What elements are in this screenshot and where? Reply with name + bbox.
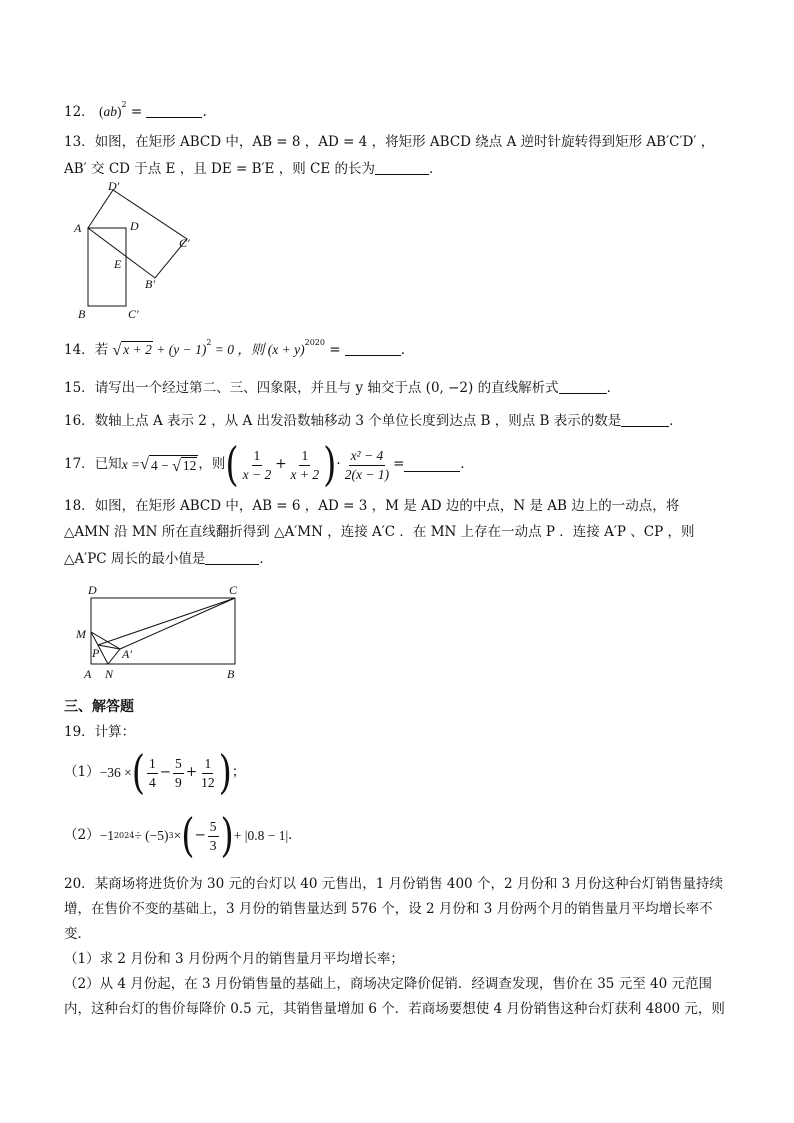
question-19-part2 (64, 809, 302, 863)
question-13-line1 (64, 136, 714, 150)
question-text: 若 (94, 342, 109, 358)
paren-open: ( (131, 746, 145, 800)
exponent: 2 (121, 100, 127, 109)
question-text: 数轴上点 A 表示 2 ，从 A 出发沿数轴移动 3 个单位长度到达点 B ，则点 B 表示的数是 (94, 413, 622, 429)
answer-blank[interactable] (205, 552, 259, 565)
segment-PC (98, 598, 235, 645)
question-text: （2）从 4 月份起，在 3 月份销售量的基础上，商场决定降价促销．经调查发现，售价在 35 元至 40 元范围 (64, 976, 712, 992)
period: ． (669, 413, 683, 429)
minus: − (159, 764, 172, 781)
question-20-part2-line1 (64, 978, 712, 992)
question-20-line1 (64, 878, 723, 892)
denominator: 2(x − 1) (344, 466, 390, 482)
paren-open: ( (98, 104, 104, 119)
question-text: ，则 (198, 456, 226, 473)
period: ． (400, 342, 415, 358)
expression: ÷ (−5) (134, 828, 169, 844)
question-19 (64, 726, 135, 740)
figure-rotated-rectangle (70, 178, 210, 326)
question-number: 13． (64, 134, 95, 150)
question-text: AB′ 交 CD 于点 E ，且 DE = B′E ，则 CE 的长为 (64, 161, 375, 177)
question-20-part2-line2 (64, 1003, 725, 1017)
fraction (343, 449, 391, 481)
label-C-prime: C′ (179, 236, 190, 250)
label-B: B (227, 667, 235, 681)
rectangle-AB1C1D1 (88, 190, 187, 278)
question-text: （1）求 2 月份和 3 月份两个月的销售量月平均增长率； (64, 951, 404, 967)
question-number: 19． (64, 724, 95, 740)
question-number: 12． (64, 104, 95, 120)
exponent: 2024 (113, 831, 135, 840)
expression: −36 × (99, 765, 132, 781)
fraction (208, 820, 219, 852)
numerator: 5 (208, 820, 219, 837)
question-number: 18． (64, 498, 95, 514)
exponent: 3 (168, 831, 174, 840)
label-C: C (229, 583, 238, 597)
numerator: 1 (202, 757, 213, 774)
numerator: 5 (173, 757, 184, 774)
denominator: 3 (209, 837, 217, 853)
question-15 (64, 381, 620, 396)
sqrt-symbol: √ (172, 458, 181, 475)
expression: −1 (99, 828, 114, 844)
label-A-prime: A′ (122, 647, 132, 661)
question-text: 增，在售价不变的基础上，3 月份的销售量达到 576 个，设 2 月份和 3 月份两个月的销售量月平均增长率不 (64, 901, 713, 917)
label-A: A (84, 667, 92, 681)
expression-ab: ab (103, 104, 117, 119)
radicand (149, 455, 198, 475)
label-D-prime: D′ (108, 179, 120, 193)
segment-A1C (120, 598, 235, 649)
question-18-line3 (64, 552, 273, 567)
label-D: D (130, 219, 139, 233)
question-20-line2 (64, 903, 713, 917)
radicand-outer: 4 − (150, 458, 173, 473)
figure-fold-rectangle (72, 582, 252, 682)
numerator: 1 (147, 757, 158, 774)
question-18-line2 (64, 526, 695, 540)
fraction (147, 757, 158, 789)
period: ． (606, 380, 621, 396)
period: ． (259, 551, 273, 567)
fraction (173, 757, 184, 789)
answer-blank[interactable] (404, 459, 460, 472)
paren-open: ( (181, 809, 195, 863)
question-text: 如图，在矩形 ABCD 中，AB = 8 ，AD = 4 ，将矩形 ABCD 绕点 A 逆时针旋转得到矩形 AB′C′D′ ， (94, 134, 715, 150)
paren-close: ) (116, 104, 122, 119)
expression: × (173, 828, 182, 844)
answer-blank[interactable] (621, 414, 669, 427)
label-B-prime: B′ (145, 277, 155, 291)
question-number: 20． (64, 876, 95, 892)
period: . (202, 104, 207, 120)
label-C: C′ (128, 307, 139, 321)
label-M: M (76, 627, 86, 641)
denominator: 4 (148, 774, 156, 790)
question-text: 已知 (94, 456, 122, 473)
question-19-part1 (64, 746, 246, 800)
numerator: 1 (252, 449, 263, 466)
denominator: x − 2 (242, 466, 272, 482)
part-label: （2） (64, 827, 100, 844)
question-number: 15． (64, 380, 95, 396)
question-text: 变． (64, 926, 91, 942)
sqrt-symbol: √ (112, 342, 122, 359)
answer-blank[interactable] (375, 162, 429, 175)
fraction (289, 449, 322, 481)
exponent: 2020 (304, 338, 325, 347)
expression: + |0.8 − 1| (233, 828, 289, 844)
denominator: 9 (175, 774, 182, 790)
plus: + (185, 764, 198, 781)
fraction (241, 449, 274, 481)
period: ． (428, 161, 443, 177)
equals: = (393, 456, 405, 473)
question-12 (64, 101, 207, 120)
question-14 (64, 339, 414, 359)
question-17 (64, 438, 474, 492)
label-N: N (105, 667, 114, 681)
question-number: 14． (64, 342, 95, 358)
answer-blank[interactable] (345, 343, 401, 356)
question-13-line2 (64, 162, 442, 177)
variable-x: x = (121, 457, 141, 473)
question-text: △A′PC 周长的最小值是 (64, 551, 206, 567)
label-A: A (74, 221, 82, 235)
plus: + (275, 456, 287, 473)
label-P: P (92, 646, 100, 660)
numerator: 1 (299, 449, 310, 466)
paren-close: ) (220, 809, 234, 863)
label-B: B (78, 307, 86, 321)
answer-blank[interactable] (559, 381, 607, 394)
equals: = (126, 104, 147, 120)
question-number: 17． (64, 456, 95, 473)
question-18-line1 (64, 500, 679, 514)
denominator: 12 (201, 774, 215, 790)
radicand: x + 2 (123, 342, 152, 357)
exponent: 2 (206, 338, 212, 347)
semicolon: ； (231, 764, 246, 781)
part-label: （1） (64, 764, 100, 781)
multiply-dot: · (336, 456, 341, 473)
numerator: x² − 4 (349, 449, 386, 466)
paren-open: ( (225, 438, 239, 492)
expression: = 0 ，则 (x + y) (211, 342, 305, 357)
question-text: 内，这种台灯的售价每降价 0.5 元，其销售量增加 6 个．若商场要想使 4 月份销售这种台灯获利 4800 元，则 (64, 1001, 725, 1017)
question-text: 某商场将进货价为 30 元的台灯以 40 元售出，1 月份销售 400 个，2 月份和 3 月份这种台灯销售量持续 (94, 876, 723, 892)
label-E: E (114, 257, 122, 271)
denominator: x + 2 (290, 466, 320, 482)
question-text: 请写出一个经过第二、三、四象限，并且与 y 轴交于点 (0, −2) 的直线解析式 (94, 380, 559, 396)
question-16 (64, 414, 683, 429)
radicand-inner: 12 (182, 458, 197, 473)
period: ． (288, 827, 302, 844)
question-text: 计算： (94, 724, 136, 740)
paren-close: ) (218, 746, 232, 800)
expression: + (y − 1) (152, 342, 207, 357)
question-20-part1 (64, 953, 404, 967)
fraction (199, 757, 217, 789)
paren-close: ) (323, 438, 337, 492)
answer-blank[interactable] (146, 105, 202, 118)
period: ． (460, 456, 474, 473)
question-text: △AMN 沿 MN 所在直线翻折得到 △A′MN ，连接 A′C ．在 MN 上存在一动点 P ．连接 A′P 、CP ，则 (64, 524, 695, 540)
question-text: 如图，在矩形 ABCD 中，AB = 6 ，AD = 3 ，M 是 AD 边的中点，N 是 AB 边上的一动点，将 (94, 498, 680, 514)
section-title: 三、解答题 (64, 699, 134, 715)
minus: − (194, 827, 206, 844)
equals: = (324, 342, 345, 358)
question-number: 16． (64, 413, 95, 429)
sqrt-symbol: √ (140, 456, 149, 473)
question-20-line3 (64, 928, 91, 942)
label-D: D (88, 583, 97, 597)
